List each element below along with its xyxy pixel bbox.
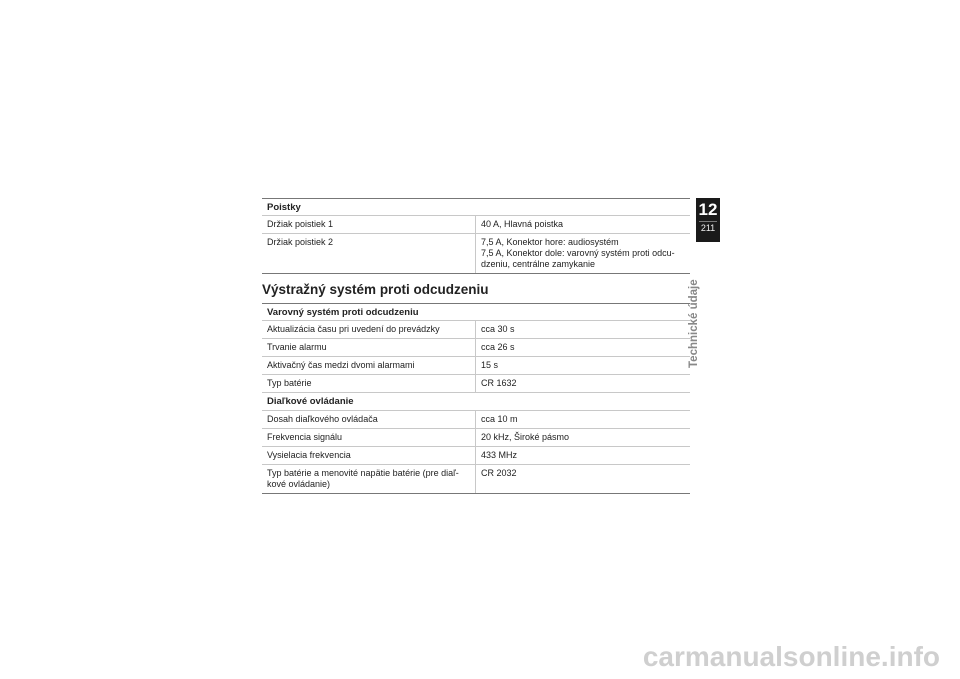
table-row: [262, 321, 690, 339]
row-label: Typ batérie a menovité napätie batérie (pre diaľ- kové ovládanie): [262, 465, 476, 494]
row-value: cca 10 m: [476, 411, 691, 429]
row-label: Dosah diaľkového ovládača: [262, 411, 476, 429]
page-content: [262, 198, 690, 494]
row-label: Typ batérie: [262, 375, 476, 393]
remote-header-row: [262, 393, 690, 411]
alarm-header: Varovný systém proti odcudzeniu: [262, 304, 690, 321]
table-row: [262, 447, 690, 465]
fuses-header-row: [262, 199, 690, 216]
row-label: Aktualizácia času pri uvedení do prevádzky: [262, 321, 476, 339]
table-row: [262, 429, 690, 447]
row-value: 7,5 A, Konektor hore: audiosystém 7,5 A, Konektor dole: varovný systém proti odcu- dzeniu, centrálne zamykanie: [476, 234, 691, 274]
row-label: Frekvencia signálu: [262, 429, 476, 447]
chapter-tab: [696, 198, 720, 242]
alarm-header-row: [262, 304, 690, 321]
page-number: 211: [700, 223, 716, 233]
row-label: Trvanie alarmu: [262, 339, 476, 357]
row-value: cca 30 s: [476, 321, 691, 339]
row-value: CR 2032: [476, 465, 691, 494]
chapter-title: Technické údaje: [688, 279, 700, 368]
table-row: [262, 234, 690, 274]
row-value: cca 26 s: [476, 339, 691, 357]
fuses-table: [262, 198, 690, 274]
remote-header: Diaľkové ovládanie: [262, 393, 690, 411]
table-row: [262, 465, 690, 494]
row-label: Držiak poistiek 1: [262, 216, 476, 234]
row-value: 15 s: [476, 357, 691, 375]
fuses-header: Poistky: [262, 199, 690, 216]
section-title: Výstražný systém proti odcudzeniu: [262, 282, 489, 297]
table-row: [262, 357, 690, 375]
row-value: 20 kHz, Široké pásmo: [476, 429, 691, 447]
row-value: 40 A, Hlavná poistka: [476, 216, 691, 234]
table-row: [262, 375, 690, 393]
row-label: Držiak poistiek 2: [262, 234, 476, 274]
row-value: 433 MHz: [476, 447, 691, 465]
watermark: carmanualsonline.info: [642, 641, 940, 672]
row-label: Vysielacia frekvencia: [262, 447, 476, 465]
table-row: [262, 339, 690, 357]
table-row: [262, 216, 690, 234]
chapter-number: 12: [698, 200, 718, 219]
row-value: CR 1632: [476, 375, 691, 393]
row-label: Aktivačný čas medzi dvomi alarmami: [262, 357, 476, 375]
alarm-table: [262, 303, 690, 494]
table-row: [262, 411, 690, 429]
